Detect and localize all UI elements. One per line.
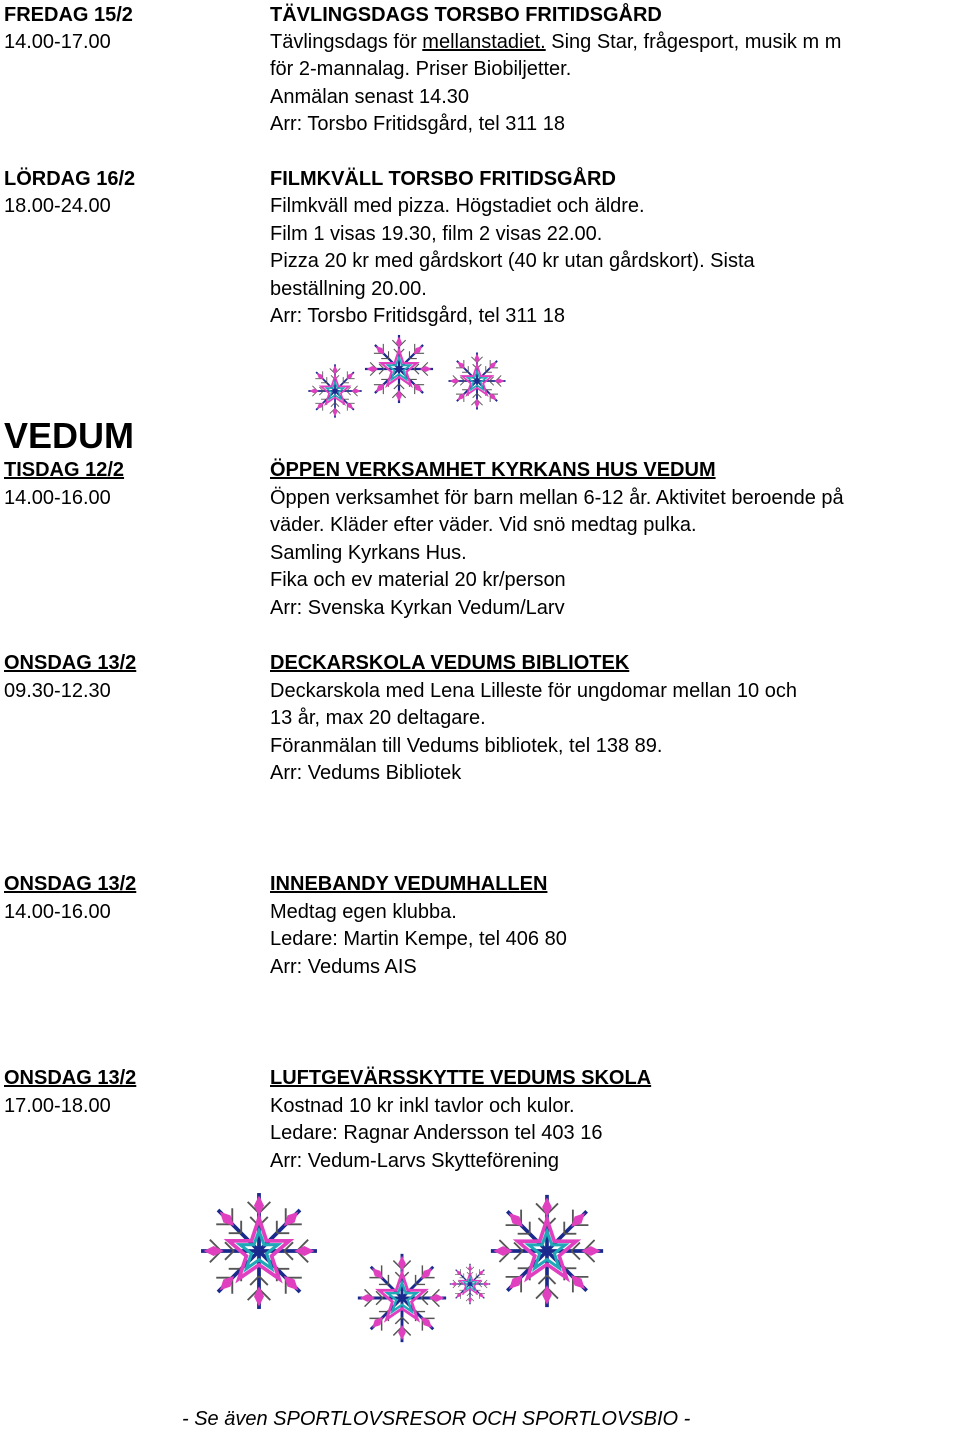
event-line: Kostnad 10 kr inkl tavlor och kulor. (270, 1095, 575, 1117)
event-line: Arr: Torsbo Fritidsgård, tel 311 18 (270, 113, 565, 135)
event-title: DECKARSKOLA VEDUMS BIBLIOTEK (270, 652, 630, 674)
event-day: FREDAG 15/2 (4, 4, 133, 26)
footer-note: - Se även SPORTLOVSRESOR OCH SPORTLOVSBIO - (182, 1408, 691, 1430)
event-line: Arr: Vedums AIS (270, 956, 417, 978)
event-title: FILMKVÄLL TORSBO FRITIDSGÅRD (270, 168, 616, 190)
event-line: Tävlingsdags för mellanstadiet. Sing Star, frågesport, musik m m (270, 31, 842, 53)
event-day: ONSDAG 13/2 (4, 652, 137, 674)
snowflake-icon (306, 362, 364, 420)
section-heading: VEDUM (4, 415, 135, 456)
event-title: LUFTGEVÄRSSKYTTE VEDUMS SKOLA (270, 1067, 652, 1089)
event-line: beställning 20.00. (270, 278, 427, 300)
event-line: Ledare: Ragnar Andersson tel 403 16 (270, 1122, 603, 1144)
event-time: 18.00-24.00 (4, 195, 111, 217)
snowflake-icon (196, 1188, 322, 1314)
underlined-word: mellanstadiet. (422, 31, 546, 53)
event-line: Föranmälan till Vedums bibliotek, tel 138 89. (270, 735, 663, 757)
event-line: Arr: Torsbo Fritidsgård, tel 311 18 (270, 305, 565, 327)
event-time: 14.00-17.00 (4, 31, 111, 53)
event-time: 09.30-12.30 (4, 680, 111, 702)
event-day: ONSDAG 13/2 (4, 1067, 137, 1089)
snowflake-icon (362, 332, 436, 406)
event-line: Arr: Vedums Bibliotek (270, 762, 462, 784)
snowflake-icon (446, 350, 508, 412)
event-line: Arr: Svenska Kyrkan Vedum/Larv (270, 597, 565, 619)
event-day: LÖRDAG 16/2 (4, 168, 136, 190)
event-title: TÄVLINGSDAGS TORSBO FRITIDSGÅRD (270, 4, 662, 26)
event-line: väder. Kläder efter väder. Vid snö medtag pulka. (270, 514, 697, 536)
event-line: Film 1 visas 19.30, film 2 visas 22.00. (270, 223, 603, 245)
event-line: Fika och ev material 20 kr/person (270, 569, 566, 591)
event-line: 13 år, max 20 deltagare. (270, 707, 486, 729)
event-line: Arr: Vedum-Larvs Skytteförening (270, 1150, 560, 1172)
event-day: ONSDAG 13/2 (4, 873, 137, 895)
event-day: TISDAG 12/2 (4, 459, 125, 481)
snowflake-icon (354, 1250, 450, 1346)
event-line: Pizza 20 kr med gårdskort (40 kr utan gårdskort). Sista (270, 250, 755, 272)
snowflake-icon (486, 1190, 608, 1312)
event-time: 14.00-16.00 (4, 487, 111, 509)
event-time: 17.00-18.00 (4, 1095, 111, 1117)
event-title: ÖPPEN VERKSAMHET KYRKANS HUS VEDUM (270, 459, 716, 481)
event-line: Ledare: Martin Kempe, tel 406 80 (270, 928, 567, 950)
event-time: 14.00-16.00 (4, 901, 111, 923)
event-line: Filmkväll med pizza. Högstadiet och äldre. (270, 195, 645, 217)
event-title: INNEBANDY VEDUMHALLEN (270, 873, 548, 895)
event-line: Medtag egen klubba. (270, 901, 457, 923)
event-line: Anmälan senast 14.30 (270, 86, 470, 108)
event-line: Deckarskola med Lena Lilleste för ungdomar mellan 10 och (270, 680, 797, 702)
event-line: för 2-mannalag. Priser Biobiljetter. (270, 58, 572, 80)
event-line: Öppen verksamhet för barn mellan 6-12 år. Aktivitet beroende på (270, 487, 844, 509)
event-line: Samling Kyrkans Hus. (270, 542, 467, 564)
